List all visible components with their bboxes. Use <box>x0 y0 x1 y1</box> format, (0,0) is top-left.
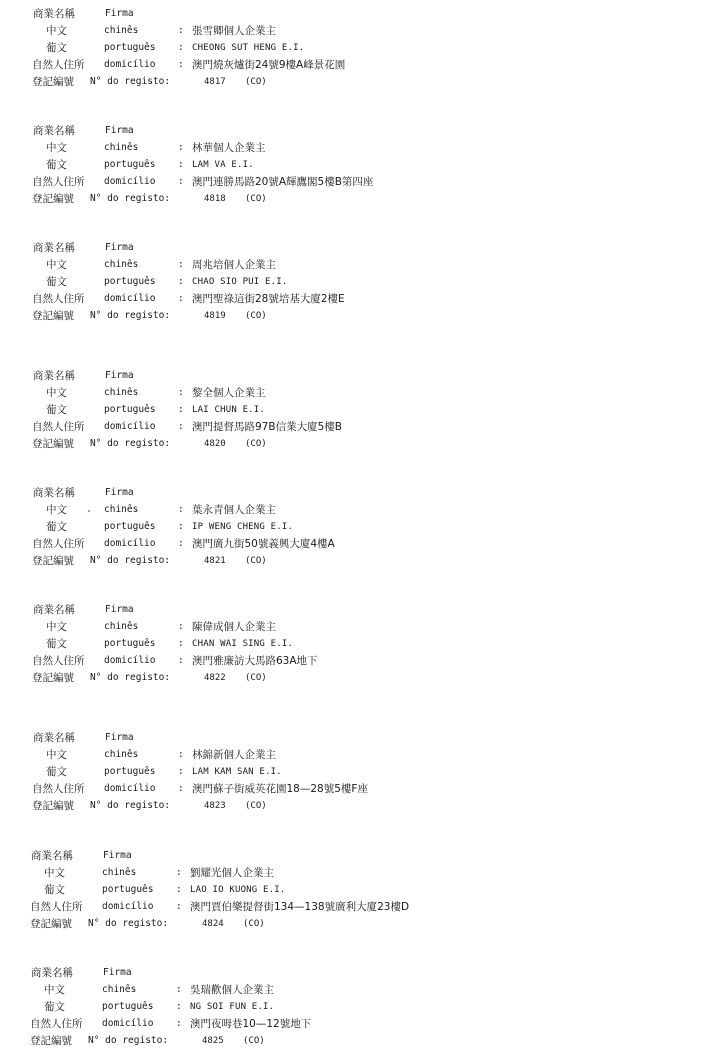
registry-entry <box>0 602 717 688</box>
registo-label-cn: 登記編號 <box>30 918 72 930</box>
entry-reg-suffix: (CO) <box>245 673 267 683</box>
colon: : <box>176 1018 182 1029</box>
domicilio-label-cn: 自然人住所 <box>32 59 85 71</box>
registo-label-cn: 登記編號 <box>32 76 74 88</box>
chines-label-cn: 中文 <box>46 259 67 271</box>
portugues-label-cn: 葡文 <box>46 42 67 54</box>
firma-label-pt: Firma <box>103 850 132 861</box>
colon: : <box>178 159 184 170</box>
entry-reg-suffix: (CO) <box>243 1036 265 1046</box>
chines-label-pt: chinês <box>104 504 139 515</box>
entry-name-pt: LAI CHUN E.I. <box>192 405 266 415</box>
colon: : <box>178 638 184 649</box>
entry-address: 澳門蘇子街威英花園18—28號5樓F座 <box>192 783 368 795</box>
portugues-label-pt: português <box>104 404 156 415</box>
registo-label-cn: 登記編號 <box>32 310 74 322</box>
entry-reg-number: 4822 <box>204 673 226 683</box>
entry-name-pt: LAM KAM SAN E.I. <box>192 767 282 777</box>
entry-reg-suffix: (CO) <box>245 556 267 566</box>
entry-address: 澳門賈伯樂提督街134—138號廣利大廈23樓D <box>190 901 410 913</box>
colon: : <box>176 901 182 912</box>
entry-reg-number: 4821 <box>204 556 226 566</box>
domicilio-label-cn: 自然人住所 <box>32 538 85 550</box>
chines-label-pt: chinês <box>104 142 139 153</box>
registo-label-pt: N° do registo: <box>88 1035 169 1046</box>
portugues-label-cn: 葡文 <box>44 884 65 896</box>
entry-name-pt: LAO IO KUONG E.I. <box>190 885 286 895</box>
domicilio-label-cn: 自然人住所 <box>32 176 85 188</box>
colon: : <box>178 621 184 632</box>
colon: : <box>178 538 184 549</box>
colon: : <box>178 176 184 187</box>
colon: : <box>178 259 184 270</box>
registry-entry <box>0 240 717 326</box>
chines-label-cn: 中文 <box>46 387 67 399</box>
registry-entry <box>0 368 717 454</box>
registry-entry <box>0 123 717 209</box>
entry-reg-suffix: (CO) <box>245 311 267 321</box>
domicilio-label-pt: domicílio <box>102 1018 154 1029</box>
entry-reg-number: 4824 <box>202 919 224 929</box>
colon: : <box>178 25 184 36</box>
portugues-label-cn: 葡文 <box>46 766 67 778</box>
colon: : <box>178 421 184 432</box>
entry-name-pt: NG SOI FUN E.I. <box>190 1002 275 1012</box>
entry-address: 澳門燒灰爐街24號9樓A峰景花園 <box>192 59 346 71</box>
colon: : <box>178 404 184 415</box>
domicilio-label-pt: domicílio <box>104 59 156 70</box>
firma-label-pt: Firma <box>105 732 134 743</box>
chines-label-cn: 中文 <box>44 867 65 879</box>
registo-label-pt: N° do registo: <box>90 555 171 566</box>
firma-label-pt: Firma <box>105 125 134 136</box>
firma-label-cn: 商業名稱 <box>33 487 75 499</box>
portugues-label-cn: 葡文 <box>46 276 67 288</box>
firma-label-cn: 商業名稱 <box>33 732 75 744</box>
entry-name-cn: 吳瑞歡個人企業主 <box>190 984 274 996</box>
entry-name-pt: CHAN WAI SING E.I. <box>192 639 294 649</box>
chines-label-cn: 中文 <box>44 984 65 996</box>
portugues-label-cn: 葡文 <box>46 638 67 650</box>
entry-reg-number: 4817 <box>204 77 226 87</box>
entry-reg-suffix: (CO) <box>243 919 265 929</box>
registo-label-pt: N° do registo: <box>90 193 171 204</box>
registo-label-pt: N° do registo: <box>90 438 171 449</box>
entry-name-cn: 劉耀光個人企業主 <box>190 867 274 879</box>
firma-label-pt: Firma <box>105 604 134 615</box>
entry-reg-suffix: (CO) <box>245 801 267 811</box>
portugues-label-pt: português <box>102 884 154 895</box>
domicilio-label-pt: domicílio <box>104 655 156 666</box>
portugues-label-cn: 葡文 <box>46 521 67 533</box>
entry-name-pt: LAM VA E.I. <box>192 160 254 170</box>
entry-name-pt: CHEONG SUT HENG E.I. <box>192 43 305 53</box>
entry-address: 澳門雅廉訪大馬路63A地下 <box>192 655 318 667</box>
portugues-label-pt: português <box>104 159 156 170</box>
domicilio-label-cn: 自然人住所 <box>32 421 85 433</box>
entry-name-cn: 張雪卿個人企業主 <box>192 25 276 37</box>
colon: : <box>178 766 184 777</box>
colon: : <box>178 783 184 794</box>
firma-label-cn: 商業名稱 <box>33 242 75 254</box>
chines-label-pt: chinês <box>104 259 139 270</box>
portugues-label-pt: português <box>104 638 156 649</box>
registry-entry <box>0 848 715 934</box>
colon: : <box>176 1001 182 1012</box>
chines-label-cn: 中文 <box>46 749 67 761</box>
entry-reg-suffix: (CO) <box>245 194 267 204</box>
portugues-label-pt: português <box>104 766 156 777</box>
firma-label-pt: Firma <box>103 967 132 978</box>
entry-name-cn: 林華個人企業主 <box>192 142 266 154</box>
portugues-label-cn: 葡文 <box>46 159 67 171</box>
entry-address: 澳門提督馬路97B信業大廈5樓B <box>192 421 342 433</box>
colon: : <box>178 59 184 70</box>
registo-label-pt: N° do registo: <box>90 310 171 321</box>
firma-label-cn: 商業名稱 <box>31 967 73 979</box>
registo-label-cn: 登記編號 <box>32 800 74 812</box>
chines-label-pt: chinês <box>102 984 137 995</box>
firma-label-pt: Firma <box>105 242 134 253</box>
chines-label-cn: 中文 <box>46 504 67 516</box>
chines-label-pt: chinês <box>102 867 137 878</box>
entry-name-pt: IP WENG CHENG E.I. <box>192 522 294 532</box>
colon: : <box>178 42 184 53</box>
domicilio-label-cn: 自然人住所 <box>32 655 85 667</box>
registo-label-pt: N° do registo: <box>88 918 169 929</box>
chines-label-cn: 中文 <box>46 621 67 633</box>
registo-label-pt: N° do registo: <box>90 76 171 87</box>
domicilio-label-cn: 自然人住所 <box>30 901 83 913</box>
domicilio-label-pt: domicílio <box>104 421 156 432</box>
firma-label-pt: Firma <box>105 8 134 19</box>
domicilio-label-pt: domicílio <box>104 538 156 549</box>
firma-label-cn: 商業名稱 <box>33 125 75 137</box>
registo-label-cn: 登記編號 <box>32 555 74 567</box>
chines-label-cn: 中文 <box>46 142 67 154</box>
entry-name-cn: 周兆培個人企業主 <box>192 259 276 271</box>
colon: : <box>178 749 184 760</box>
portugues-label-cn: 葡文 <box>44 1001 65 1013</box>
colon: : <box>178 142 184 153</box>
registry-entry <box>0 730 717 816</box>
entry-address: 澳門夜呣巷10—12號地下 <box>190 1018 312 1030</box>
firma-label-pt: Firma <box>105 487 134 498</box>
domicilio-label-pt: domicílio <box>104 783 156 794</box>
chines-label-pt: chinês <box>104 387 139 398</box>
firma-label-cn: 商業名稱 <box>31 850 73 862</box>
portugues-label-cn: 葡文 <box>46 404 67 416</box>
entry-address: 澳門廣九街50號義興大廈4樓A <box>192 538 335 550</box>
colon: : <box>178 655 184 666</box>
domicilio-label-cn: 自然人住所 <box>32 293 85 305</box>
registo-label-cn: 登記編號 <box>32 438 74 450</box>
domicilio-label-pt: domicílio <box>102 901 154 912</box>
colon: : <box>176 867 182 878</box>
portugues-label-pt: português <box>104 276 156 287</box>
entry-name-cn: 葉永青個人企業主 <box>192 504 276 516</box>
entry-reg-number: 4818 <box>204 194 226 204</box>
entry-reg-number: 4819 <box>204 311 226 321</box>
registry-entry <box>0 485 717 571</box>
colon: : <box>176 884 182 895</box>
chines-label-pt: chinês <box>104 25 139 36</box>
portugues-label-pt: português <box>104 42 156 53</box>
entry-reg-number: 4823 <box>204 801 226 811</box>
colon: : <box>178 504 184 515</box>
registry-entry <box>0 965 715 1051</box>
entry-reg-number: 4820 <box>204 439 226 449</box>
domicilio-label-pt: domicílio <box>104 176 156 187</box>
registo-label-pt: N° do registo: <box>90 800 171 811</box>
chines-label-pt: chinês <box>104 621 139 632</box>
domicilio-label-pt: domicílio <box>104 293 156 304</box>
firma-label-cn: 商業名稱 <box>33 8 75 20</box>
entry-reg-suffix: (CO) <box>245 77 267 87</box>
colon: : <box>178 293 184 304</box>
colon: : <box>176 984 182 995</box>
registo-label-cn: 登記編號 <box>30 1035 72 1047</box>
domicilio-label-cn: 自然人住所 <box>30 1018 83 1030</box>
firma-label-cn: 商業名稱 <box>33 604 75 616</box>
registo-label-cn: 登記編號 <box>32 193 74 205</box>
entry-reg-number: 4825 <box>202 1036 224 1046</box>
entry-name-cn: 黎全個人企業主 <box>192 387 266 399</box>
registo-label-pt: N° do registo: <box>90 672 171 683</box>
entry-address: 澳門聖祿這街28號培基大廈2樓E <box>192 293 345 305</box>
firma-label-cn: 商業名稱 <box>33 370 75 382</box>
domicilio-label-cn: 自然人住所 <box>32 783 85 795</box>
portugues-label-pt: português <box>102 1001 154 1012</box>
firma-label-pt: Firma <box>105 370 134 381</box>
scan-speck <box>88 510 90 512</box>
chines-label-cn: 中文 <box>46 25 67 37</box>
colon: : <box>178 521 184 532</box>
entry-reg-suffix: (CO) <box>245 439 267 449</box>
chines-label-pt: chinês <box>104 749 139 760</box>
entry-name-pt: CHAO SIO PUI E.I. <box>192 277 288 287</box>
entry-address: 澳門連勝馬路20號A輝鷹閣5樓B第四座 <box>192 176 374 188</box>
portugues-label-pt: português <box>104 521 156 532</box>
colon: : <box>178 387 184 398</box>
registo-label-cn: 登記編號 <box>32 672 74 684</box>
registry-entry <box>0 6 717 92</box>
colon: : <box>178 276 184 287</box>
entry-name-cn: 林錦新個人企業主 <box>192 749 276 761</box>
entry-name-cn: 陳偉成個人企業主 <box>192 621 276 633</box>
